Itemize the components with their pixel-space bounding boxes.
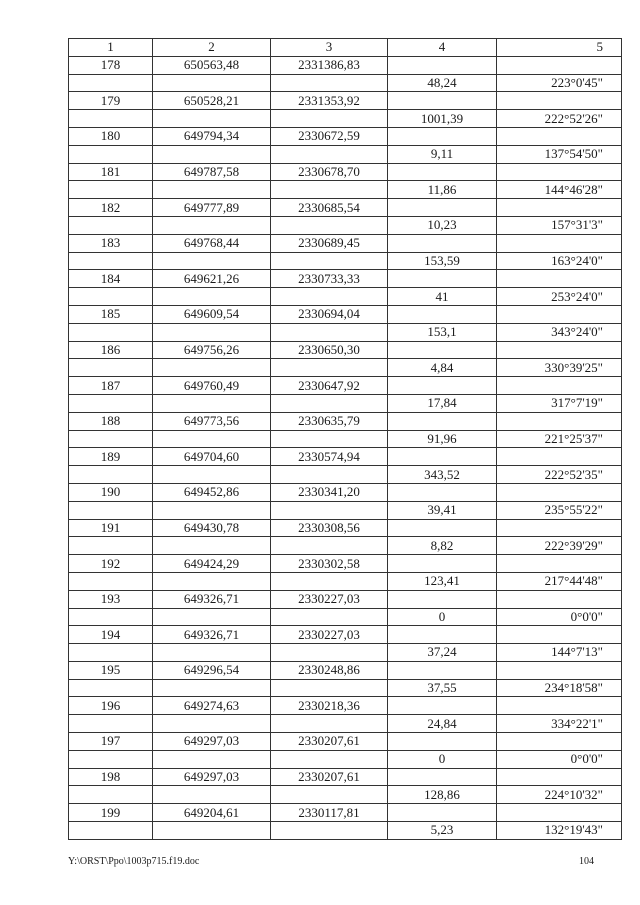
y-coordinate-cell: 2330685,54 — [271, 199, 388, 217]
x-coordinate-cell: 649326,71 — [153, 590, 271, 608]
footer-file-path: Y:\ORST\Ppo\1003p715.f19.doc — [68, 856, 200, 867]
table-row — [69, 626, 622, 644]
table-row — [69, 127, 622, 145]
point-number-cell — [69, 181, 153, 199]
distance-cell — [388, 199, 497, 217]
x-coordinate-cell — [153, 181, 271, 199]
distance-cell: 91,96 — [388, 430, 497, 448]
distance-cell — [388, 412, 497, 430]
header-row — [69, 39, 622, 57]
column-header-5: 5 — [497, 39, 622, 57]
y-coordinate-cell — [271, 181, 388, 199]
y-coordinate-cell — [271, 572, 388, 590]
point-number-cell: 196 — [69, 697, 153, 715]
distance-cell — [388, 626, 497, 644]
point-number-cell: 190 — [69, 483, 153, 501]
x-coordinate-cell: 649452,86 — [153, 483, 271, 501]
y-coordinate-cell — [271, 501, 388, 519]
y-coordinate-cell — [271, 786, 388, 804]
table-row — [69, 163, 622, 181]
table-body — [69, 39, 622, 840]
x-coordinate-cell — [153, 110, 271, 128]
distance-cell: 8,82 — [388, 537, 497, 555]
distance-cell: 41 — [388, 288, 497, 306]
point-number-cell — [69, 359, 153, 377]
table-row — [69, 644, 622, 662]
bearing-cell: 222°52'26" — [497, 110, 622, 128]
distance-cell: 0 — [388, 608, 497, 626]
bearing-cell — [497, 697, 622, 715]
bearing-cell: 317°7'19" — [497, 394, 622, 412]
point-number-cell: 198 — [69, 768, 153, 786]
distance-cell: 343,52 — [388, 466, 497, 484]
point-number-cell: 185 — [69, 305, 153, 323]
y-coordinate-cell: 2330218,36 — [271, 697, 388, 715]
y-coordinate-cell: 2330678,70 — [271, 163, 388, 181]
point-number-cell — [69, 430, 153, 448]
point-number-cell — [69, 572, 153, 590]
bearing-cell: 144°7'13" — [497, 644, 622, 662]
distance-cell: 153,1 — [388, 323, 497, 341]
table-row — [69, 412, 622, 430]
y-coordinate-cell: 2330302,58 — [271, 555, 388, 573]
x-coordinate-cell: 649768,44 — [153, 234, 271, 252]
bearing-cell — [497, 127, 622, 145]
x-coordinate-cell: 649204,61 — [153, 804, 271, 822]
point-number-cell: 195 — [69, 661, 153, 679]
table-row — [69, 110, 622, 128]
bearing-cell — [497, 305, 622, 323]
table-row — [69, 608, 622, 626]
point-number-cell — [69, 822, 153, 840]
point-number-cell — [69, 786, 153, 804]
bearing-cell — [497, 92, 622, 110]
y-coordinate-cell: 2330248,86 — [271, 661, 388, 679]
bearing-cell: 163°24'0" — [497, 252, 622, 270]
point-number-cell: 192 — [69, 555, 153, 573]
bearing-cell: 217°44'48" — [497, 572, 622, 590]
bearing-cell: 132°19'43" — [497, 822, 622, 840]
x-coordinate-cell — [153, 74, 271, 92]
distance-cell — [388, 448, 497, 466]
x-coordinate-cell: 650563,48 — [153, 56, 271, 74]
table-row — [69, 56, 622, 74]
table-row — [69, 199, 622, 217]
bearing-cell: 221°25'37" — [497, 430, 622, 448]
x-coordinate-cell — [153, 466, 271, 484]
point-number-cell — [69, 715, 153, 733]
distance-cell — [388, 92, 497, 110]
distance-cell: 1001,39 — [388, 110, 497, 128]
point-number-cell — [69, 466, 153, 484]
column-header-2: 2 — [153, 39, 271, 57]
distance-cell — [388, 305, 497, 323]
y-coordinate-cell: 2330207,61 — [271, 768, 388, 786]
x-coordinate-cell — [153, 750, 271, 768]
distance-cell — [388, 234, 497, 252]
distance-cell: 37,24 — [388, 644, 497, 662]
table-row — [69, 252, 622, 270]
bearing-cell — [497, 199, 622, 217]
table-row — [69, 661, 622, 679]
bearing-cell: 224°10'32" — [497, 786, 622, 804]
y-coordinate-cell — [271, 466, 388, 484]
bearing-cell: 330°39'25" — [497, 359, 622, 377]
bearing-cell — [497, 661, 622, 679]
table-row — [69, 341, 622, 359]
point-number-cell — [69, 394, 153, 412]
table-row — [69, 679, 622, 697]
bearing-cell: 334°22'1" — [497, 715, 622, 733]
point-number-cell: 180 — [69, 127, 153, 145]
y-coordinate-cell: 2330341,20 — [271, 483, 388, 501]
distance-cell: 48,24 — [388, 74, 497, 92]
table-row — [69, 448, 622, 466]
column-header-4: 4 — [388, 39, 497, 57]
y-coordinate-cell — [271, 430, 388, 448]
bearing-cell — [497, 448, 622, 466]
distance-cell — [388, 483, 497, 501]
x-coordinate-cell — [153, 715, 271, 733]
distance-cell: 10,23 — [388, 216, 497, 234]
table-row — [69, 288, 622, 306]
table-row — [69, 555, 622, 573]
table-row — [69, 572, 622, 590]
y-coordinate-cell: 2330308,56 — [271, 519, 388, 537]
distance-cell: 4,84 — [388, 359, 497, 377]
bearing-cell — [497, 270, 622, 288]
distance-cell: 37,55 — [388, 679, 497, 697]
distance-cell — [388, 270, 497, 288]
bearing-cell — [497, 483, 622, 501]
distance-cell — [388, 555, 497, 573]
x-coordinate-cell: 649424,29 — [153, 555, 271, 573]
distance-cell — [388, 661, 497, 679]
x-coordinate-cell — [153, 323, 271, 341]
y-coordinate-cell — [271, 252, 388, 270]
x-coordinate-cell: 649704,60 — [153, 448, 271, 466]
x-coordinate-cell — [153, 145, 271, 163]
x-coordinate-cell — [153, 822, 271, 840]
x-coordinate-cell — [153, 786, 271, 804]
bearing-cell: 235°55'22" — [497, 501, 622, 519]
bearing-cell — [497, 341, 622, 359]
bearing-cell: 222°39'29" — [497, 537, 622, 555]
y-coordinate-cell: 2330733,33 — [271, 270, 388, 288]
y-coordinate-cell: 2330647,92 — [271, 377, 388, 395]
y-coordinate-cell — [271, 715, 388, 733]
y-coordinate-cell — [271, 288, 388, 306]
distance-cell: 5,23 — [388, 822, 497, 840]
point-number-cell: 188 — [69, 412, 153, 430]
table-row — [69, 519, 622, 537]
point-number-cell — [69, 537, 153, 555]
table-row — [69, 323, 622, 341]
point-number-cell: 191 — [69, 519, 153, 537]
table-row — [69, 750, 622, 768]
bearing-cell: 223°0'45" — [497, 74, 622, 92]
y-coordinate-cell: 2331353,92 — [271, 92, 388, 110]
distance-cell — [388, 127, 497, 145]
bearing-cell — [497, 412, 622, 430]
x-coordinate-cell — [153, 608, 271, 626]
point-number-cell: 194 — [69, 626, 153, 644]
bearing-cell: 222°52'35" — [497, 466, 622, 484]
point-number-cell — [69, 110, 153, 128]
x-coordinate-cell: 649756,26 — [153, 341, 271, 359]
x-coordinate-cell: 649297,03 — [153, 768, 271, 786]
table-row — [69, 74, 622, 92]
x-coordinate-cell — [153, 644, 271, 662]
bearing-cell — [497, 626, 622, 644]
table-row — [69, 305, 622, 323]
distance-cell: 11,86 — [388, 181, 497, 199]
table-row — [69, 430, 622, 448]
y-coordinate-cell: 2331386,83 — [271, 56, 388, 74]
table-row — [69, 786, 622, 804]
y-coordinate-cell: 2330117,81 — [271, 804, 388, 822]
table-row — [69, 181, 622, 199]
x-coordinate-cell — [153, 288, 271, 306]
x-coordinate-cell — [153, 501, 271, 519]
point-number-cell — [69, 679, 153, 697]
y-coordinate-cell — [271, 608, 388, 626]
distance-cell — [388, 56, 497, 74]
bearing-cell — [497, 768, 622, 786]
bearing-cell — [497, 163, 622, 181]
point-number-cell: 197 — [69, 733, 153, 751]
distance-cell: 0 — [388, 750, 497, 768]
coordinates-table — [68, 38, 622, 840]
point-number-cell: 179 — [69, 92, 153, 110]
y-coordinate-cell: 2330672,59 — [271, 127, 388, 145]
distance-cell — [388, 697, 497, 715]
x-coordinate-cell: 649773,56 — [153, 412, 271, 430]
point-number-cell — [69, 608, 153, 626]
bearing-cell: 0°0'0" — [497, 750, 622, 768]
x-coordinate-cell — [153, 679, 271, 697]
x-coordinate-cell: 649760,49 — [153, 377, 271, 395]
x-coordinate-cell — [153, 537, 271, 555]
distance-cell: 128,86 — [388, 786, 497, 804]
bearing-cell — [497, 804, 622, 822]
bearing-cell: 137°54'50" — [497, 145, 622, 163]
point-number-cell: 182 — [69, 199, 153, 217]
x-coordinate-cell — [153, 572, 271, 590]
table-row — [69, 145, 622, 163]
point-number-cell: 193 — [69, 590, 153, 608]
bearing-cell — [497, 590, 622, 608]
y-coordinate-cell: 2330227,03 — [271, 626, 388, 644]
point-number-cell: 183 — [69, 234, 153, 252]
bearing-cell: 0°0'0" — [497, 608, 622, 626]
point-number-cell — [69, 644, 153, 662]
x-coordinate-cell: 649609,54 — [153, 305, 271, 323]
distance-cell — [388, 590, 497, 608]
x-coordinate-cell — [153, 359, 271, 377]
point-number-cell: 189 — [69, 448, 153, 466]
table-row — [69, 697, 622, 715]
y-coordinate-cell — [271, 145, 388, 163]
distance-cell — [388, 163, 497, 181]
point-number-cell: 187 — [69, 377, 153, 395]
point-number-cell — [69, 750, 153, 768]
bearing-cell: 144°46'28" — [497, 181, 622, 199]
x-coordinate-cell: 649430,78 — [153, 519, 271, 537]
x-coordinate-cell: 649777,89 — [153, 199, 271, 217]
table-row — [69, 768, 622, 786]
x-coordinate-cell: 649621,26 — [153, 270, 271, 288]
table-row — [69, 92, 622, 110]
column-header-3: 3 — [271, 39, 388, 57]
y-coordinate-cell — [271, 323, 388, 341]
table-row — [69, 216, 622, 234]
column-header-1: 1 — [69, 39, 153, 57]
y-coordinate-cell — [271, 216, 388, 234]
y-coordinate-cell — [271, 644, 388, 662]
point-number-cell — [69, 288, 153, 306]
y-coordinate-cell — [271, 679, 388, 697]
y-coordinate-cell: 2330694,04 — [271, 305, 388, 323]
bearing-cell — [497, 733, 622, 751]
x-coordinate-cell: 649794,34 — [153, 127, 271, 145]
distance-cell: 24,84 — [388, 715, 497, 733]
distance-cell — [388, 768, 497, 786]
table-row — [69, 590, 622, 608]
point-number-cell — [69, 216, 153, 234]
distance-cell — [388, 519, 497, 537]
point-number-cell: 184 — [69, 270, 153, 288]
table-row — [69, 715, 622, 733]
y-coordinate-cell — [271, 74, 388, 92]
distance-cell: 17,84 — [388, 394, 497, 412]
footer-page-number: 104 — [579, 856, 594, 867]
distance-cell — [388, 733, 497, 751]
bearing-cell: 234°18'58" — [497, 679, 622, 697]
x-coordinate-cell: 650528,21 — [153, 92, 271, 110]
y-coordinate-cell — [271, 110, 388, 128]
table-row — [69, 394, 622, 412]
x-coordinate-cell: 649326,71 — [153, 626, 271, 644]
point-number-cell — [69, 145, 153, 163]
distance-cell: 123,41 — [388, 572, 497, 590]
table-row — [69, 466, 622, 484]
distance-cell — [388, 341, 497, 359]
bearing-cell — [497, 56, 622, 74]
y-coordinate-cell: 2330574,94 — [271, 448, 388, 466]
y-coordinate-cell: 2330227,03 — [271, 590, 388, 608]
point-number-cell — [69, 323, 153, 341]
table-row — [69, 537, 622, 555]
point-number-cell — [69, 252, 153, 270]
y-coordinate-cell: 2330689,45 — [271, 234, 388, 252]
x-coordinate-cell — [153, 252, 271, 270]
distance-cell: 153,59 — [388, 252, 497, 270]
bearing-cell — [497, 555, 622, 573]
table-row — [69, 804, 622, 822]
y-coordinate-cell — [271, 822, 388, 840]
distance-cell — [388, 804, 497, 822]
table-row — [69, 377, 622, 395]
table-row — [69, 733, 622, 751]
bearing-cell: 157°31'3" — [497, 216, 622, 234]
x-coordinate-cell: 649274,63 — [153, 697, 271, 715]
point-number-cell: 199 — [69, 804, 153, 822]
bearing-cell — [497, 377, 622, 395]
x-coordinate-cell — [153, 394, 271, 412]
point-number-cell — [69, 501, 153, 519]
y-coordinate-cell: 2330207,61 — [271, 733, 388, 751]
point-number-cell: 178 — [69, 56, 153, 74]
bearing-cell: 253°24'0" — [497, 288, 622, 306]
bearing-cell: 343°24'0" — [497, 323, 622, 341]
y-coordinate-cell — [271, 359, 388, 377]
distance-cell: 39,41 — [388, 501, 497, 519]
point-number-cell: 181 — [69, 163, 153, 181]
point-number-cell: 186 — [69, 341, 153, 359]
x-coordinate-cell: 649787,58 — [153, 163, 271, 181]
table-row — [69, 483, 622, 501]
point-number-cell — [69, 74, 153, 92]
y-coordinate-cell — [271, 394, 388, 412]
bearing-cell — [497, 234, 622, 252]
x-coordinate-cell — [153, 216, 271, 234]
table-row — [69, 822, 622, 840]
x-coordinate-cell — [153, 430, 271, 448]
y-coordinate-cell — [271, 750, 388, 768]
table-row — [69, 359, 622, 377]
table-row — [69, 501, 622, 519]
x-coordinate-cell: 649297,03 — [153, 733, 271, 751]
table-row — [69, 234, 622, 252]
x-coordinate-cell: 649296,54 — [153, 661, 271, 679]
y-coordinate-cell — [271, 537, 388, 555]
distance-cell — [388, 377, 497, 395]
distance-cell: 9,11 — [388, 145, 497, 163]
y-coordinate-cell: 2330635,79 — [271, 412, 388, 430]
bearing-cell — [497, 519, 622, 537]
y-coordinate-cell: 2330650,30 — [271, 341, 388, 359]
table-row — [69, 270, 622, 288]
